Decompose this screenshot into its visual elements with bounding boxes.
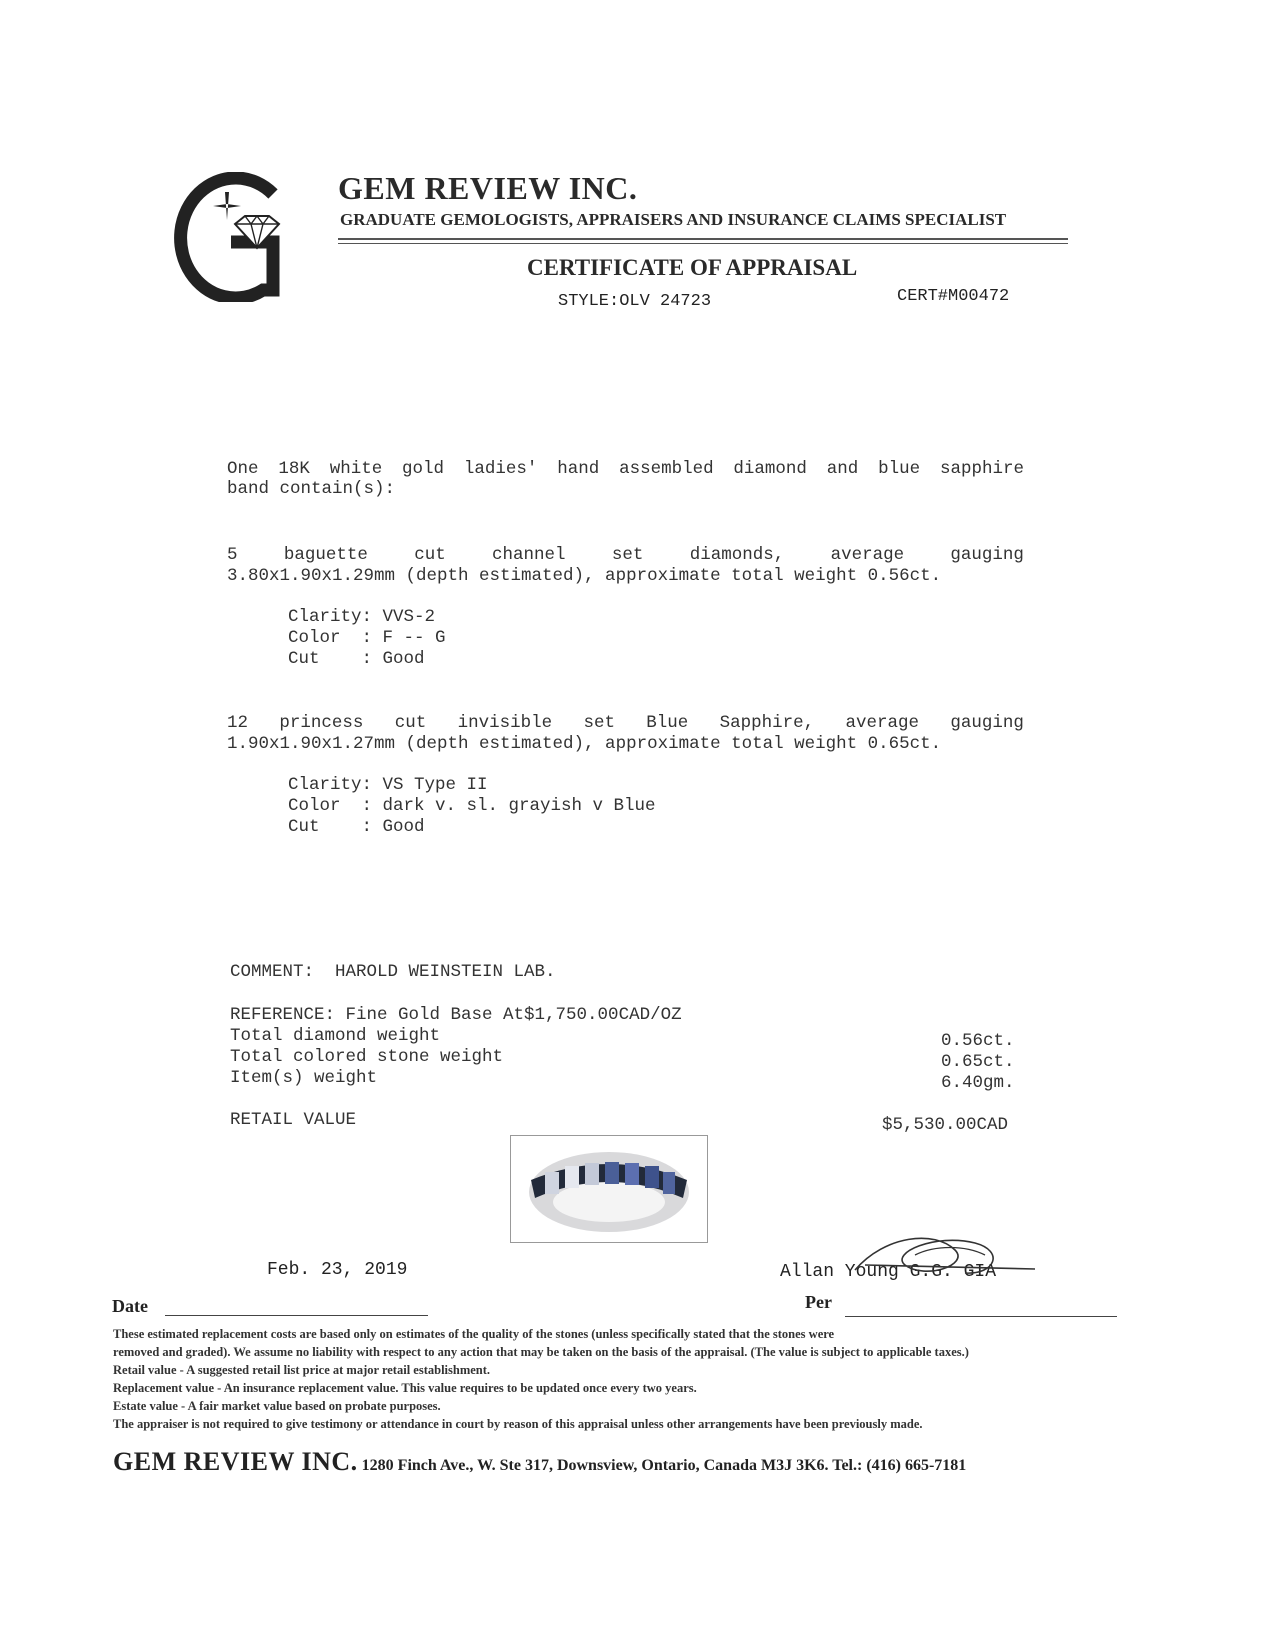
diamond-cut: Cut : Good [288, 649, 425, 669]
reference: REFERENCE: Fine Gold Base At$1,750.00CAD/OZ [230, 1005, 682, 1025]
footer-brand: GEM REVIEW INC. [113, 1447, 358, 1476]
retail-value-label: RETAIL VALUE [230, 1110, 357, 1130]
appraisal-date: Feb. 23, 2019 [267, 1260, 408, 1280]
total-diamond-label: Total diamond weight [230, 1026, 441, 1046]
per-label: Per [805, 1292, 832, 1312]
comment: COMMENT: HAROLD WEINSTEIN LAB. [230, 962, 556, 982]
item-description-line2: band contain(s): [227, 479, 396, 499]
header-rule [338, 238, 1068, 240]
sapphire-cut: Cut : Good [288, 817, 425, 837]
footer-phone: Tel.: (416) 665-7181 [832, 1457, 967, 1474]
style-number: STYLE:OLV 24723 [558, 292, 712, 311]
diamonds-line2: 3.80x1.90x1.29mm (depth estimated), approximate total weight 0.56ct. [227, 566, 942, 586]
date-label: Date [112, 1296, 148, 1316]
sapphires-line1: 12 princess cut invisible set Blue Sapphire, average gauging [227, 713, 1024, 733]
item-description-line1: One 18K white gold ladies' hand assembled diamond and blue sapphire [227, 459, 1024, 479]
item-weight-label: Item(s) weight [230, 1068, 378, 1088]
disclaimer-line: Retail value - A suggested retail list price at major retail establishment. [113, 1363, 491, 1377]
disclaimer-line: The appraiser is not required to give testimony or attendance in court by reason of this appraisal unless other arrangements have been previously made. [113, 1417, 923, 1431]
header-rule-thin [338, 243, 1068, 244]
per-line [845, 1316, 1117, 1317]
disclaimer-line: Replacement value - An insurance replacement value. This value requires to be updated once every two years. [113, 1381, 697, 1395]
gem-review-logo [173, 172, 293, 302]
certificate-title: CERTIFICATE OF APPRAISAL [527, 255, 858, 280]
disclaimer-line: removed and graded). We assume no liability with respect to any action that may be taken on the basis of the appraisal. (The value is subject to applicable taxes.) [113, 1345, 969, 1359]
ring-photo [510, 1135, 708, 1243]
company-name: GEM REVIEW INC. [338, 170, 638, 206]
diamonds-line1: 5 baguette cut channel set diamonds, average gauging [227, 545, 1024, 565]
total-colored-label: Total colored stone weight [230, 1047, 504, 1067]
diamond-clarity: Clarity: VVS-2 [288, 607, 436, 627]
certificate-number: CERT#M00472 [897, 287, 1010, 306]
item-weight-value: 6.40gm. [941, 1073, 1015, 1093]
disclaimer-line: These estimated replacement costs are based only on estimates of the quality of the stones (unless specifically stated that the stones were [113, 1327, 835, 1341]
retail-value: $5,530.00CAD [882, 1115, 1009, 1135]
company-subtitle: GRADUATE GEMOLOGISTS, APPRAISERS AND INSURANCE CLAIMS SPECIALIST [340, 210, 1007, 229]
sapphires-line2: 1.90x1.90x1.27mm (depth estimated), approximate total weight 0.65ct. [227, 734, 942, 754]
diamond-color: Color : F -- G [288, 628, 446, 648]
appraiser-signature [845, 1225, 1045, 1285]
sapphire-clarity: Clarity: VS Type II [288, 775, 488, 795]
appraiser-name: Allan Young G.G. GIA [780, 1262, 997, 1282]
sapphire-color: Color : dark v. sl. grayish v Blue [288, 796, 656, 816]
total-colored-value: 0.65ct. [941, 1052, 1015, 1072]
footer-address: 1280 Finch Ave., W. Ste 317, Downsview, Ontario, Canada M3J 3K6. [361, 1457, 829, 1474]
disclaimer-line: Estate value - A fair market value based on probate purposes. [113, 1399, 441, 1413]
total-diamond-value: 0.56ct. [941, 1031, 1015, 1051]
footer [113, 1447, 966, 1477]
date-line [165, 1315, 428, 1316]
